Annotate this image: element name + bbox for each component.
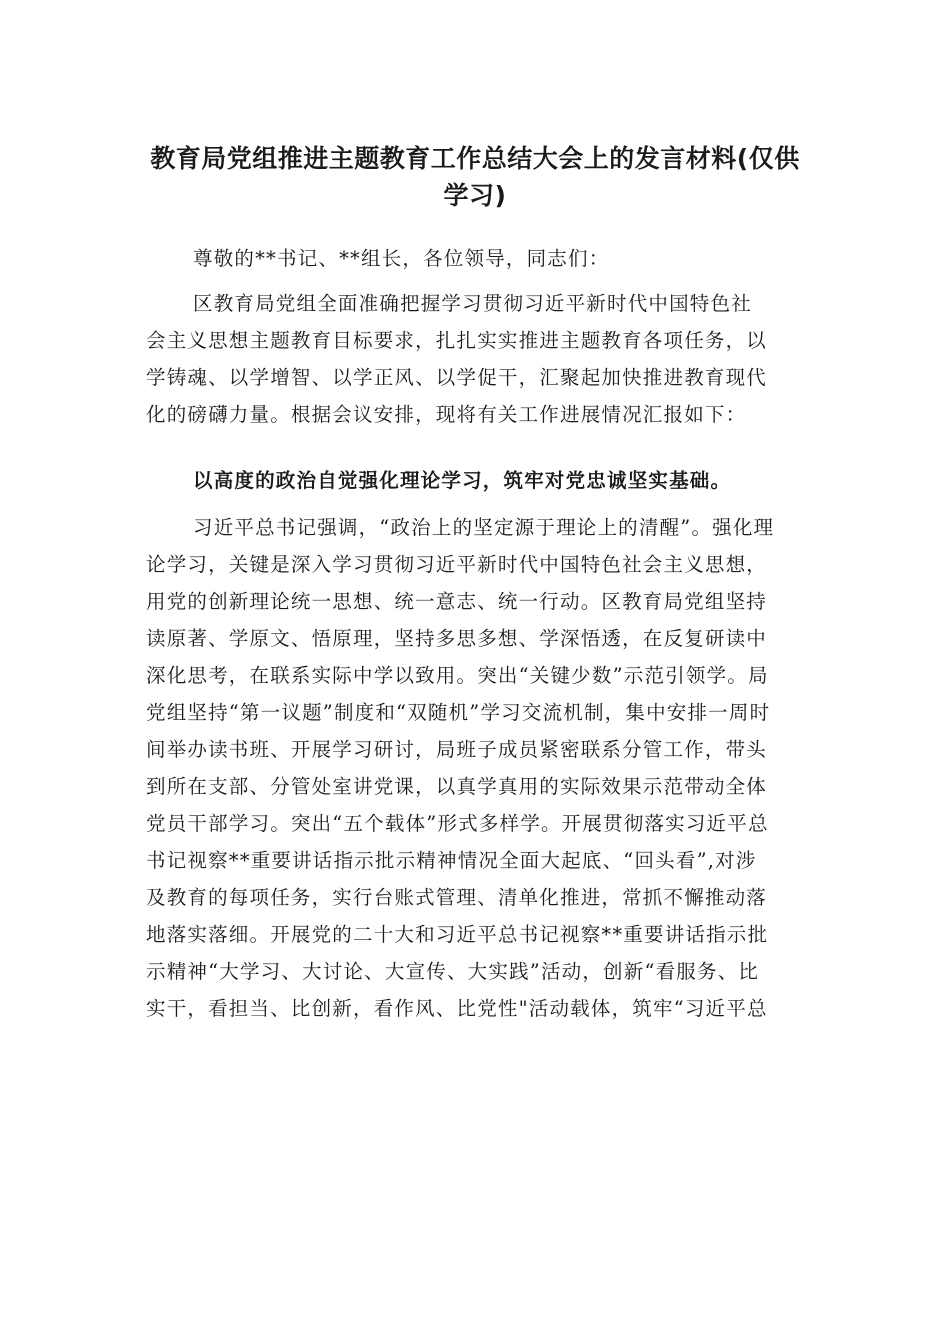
paragraph-line: 实干，看担当、比创新，看作风、比党性"活动载体，筑牢“习近平总 [146,997,768,1020]
paragraph-line: 地落实落细。开展党的二十大和习近平总书记视察**重要讲话指示批 [146,923,769,946]
paragraph-line: 用党的创新理论统一思想、统一意志、统一行动。区教育局党组坚持 [146,590,768,613]
paragraph-line: 学铸魂、以学增智、以学正风、以学促干，汇聚起加快推进教育现代 [146,366,768,389]
paragraph-line: 深化思考，在联系实际中学以致用。突出“关键少数”示范引领学。局 [146,664,769,687]
paragraph-line: 党员干部学习。突出“五个载体”形式多样学。开展贯彻落实习近平总 [146,812,769,835]
title-line: 学习) [443,181,507,210]
greeting [146,240,806,277]
paragraph-line: 读原著、学原文、悟原理，坚持多思多想、学深悟透，在反复研读中 [146,627,768,650]
section-heading-text: 以高度的政治自觉强化理论学习，筑牢对党忠诚坚实基础。 [193,469,732,492]
greeting-text: 尊敬的**书记、**组长，各位领导，同志们： [193,247,610,270]
paragraph-line: 化的磅礴力量。根据会议安排，现将有关工作进展情况汇报如下： [146,403,747,426]
paragraph-line: 间举办读书班、开展学习研讨，局班子成员紧密联系分管工作，带头 [146,738,768,761]
paragraph-line: 区教育局党组全面准确把握学习贯彻习近平新时代中国特色社 [193,292,752,315]
section-heading [146,462,806,499]
paragraph-line: 示精神“大学习、大讨论、大宣传、大实践”活动，创新“看服务、比 [146,960,760,983]
paragraph-line: 及教育的每项任务，实行台账式管理、清单化推进，常抓不懈推动落 [146,886,768,909]
document-title [120,140,830,214]
paragraph-line: 书记视察**重要讲话指示批示精神情况全面大起底、“回头看”,对涉 [146,849,757,872]
paragraph-intro [146,285,806,433]
title-line: 教育局党组推进主题教育工作总结大会上的发言材料(仅供 [150,144,800,173]
paragraph-line: 习近平总书记强调，“政治上的坚定源于理论上的清醒”。强化理 [193,516,775,539]
paragraph-line: 到所在支部、分管处室讲党课，以真学真用的实际效果示范带动全体 [146,775,768,798]
paragraph-line: 党组坚持“第一议题”制度和“双随机”学习交流机制，集中安排一周时 [146,701,771,724]
paragraph-line: 会主义思想主题教育目标要求，扎扎实实推进主题教育各项任务，以 [146,329,768,352]
paragraph-line: 论学习，关键是深入学习贯彻习近平新时代中国特色社会主义思想， [146,553,768,576]
paragraph-theory-study [146,509,806,1027]
